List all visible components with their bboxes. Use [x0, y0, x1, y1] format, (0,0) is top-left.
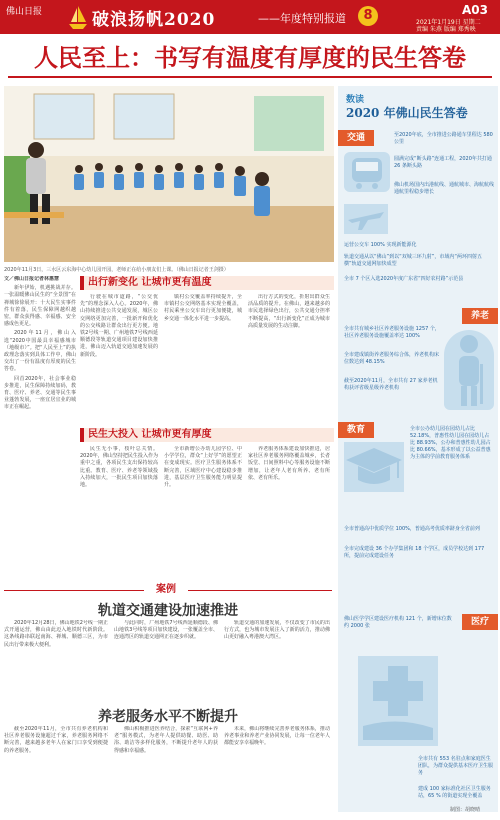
classroom-photo [4, 86, 334, 262]
newspaper-logo: 佛山日报 [6, 7, 43, 17]
section-tag-elderly: 养老 [462, 308, 498, 324]
intro-paragraph: 2020年11月，佛山入选“2020中国最具幸福感城市（地级市）”。把“人民至上”的执政理念落实到具体工作中，佛山交出了一份有温度有厚度的民生答卷。 [4, 330, 76, 373]
special-report-title: 破浪扬帆2020 [92, 10, 216, 30]
transport-stat: 运营公交车 100% 实现新能源化 [344, 242, 417, 248]
panel-title: 2020 年佛山民生答卷 [346, 106, 468, 120]
main-headline: 人民至上：书写有温度有厚度的民生答卷 [34, 44, 466, 72]
medical-stat: 佛山医学学区建设医疗机构 121 个，新增床位数约 2000 张 [344, 616, 452, 629]
case-title: 养老服务水平不断提升 [98, 709, 238, 725]
transport-stat: 轨道交通从以“佛山”到以“双城三环九射”，市域内“两环四射五横”轨道交通网加快成型 [344, 254, 482, 267]
headline-divider [8, 76, 492, 78]
date-line [416, 19, 496, 33]
editor-credit: 责编 朱燕 版编 郑秀映 [416, 26, 476, 33]
section-heading: 民生大投入 让城市更有厚度 [80, 428, 334, 442]
issue-date: 2021年1月19日 星期二 [416, 19, 481, 26]
section-tag-transport: 交通 [338, 130, 374, 146]
section-column [164, 446, 242, 578]
case-tag: 案例 [144, 584, 188, 596]
medical-cross-hand-icon [358, 656, 438, 746]
transport-stat: 全市 7 个区入选2020年度广东省“四好农村路”示范县 [344, 276, 464, 282]
paragraph: 行驶在城市道路，“公交优先”的理念深入人心。2020年，佛山持续推进公共交通发展，城区公交网络更加完善，一批新开和优化的公交线路让群众出行更方便。地铁2号线一期、广州地铁7号线西延顺德段等轨道交通项目建设加快推进，佛山迈入轨道交通加速发展的新阶段。 [80, 294, 158, 358]
elderly-stat: 全市共有城乡社区养老服务设施 1257 个，社区养老服务设施覆盖率达 100% [344, 326, 440, 339]
data-infographic-panel [338, 86, 498, 812]
paragraph: 全市新增公办幼儿园学位、中小学学位，群众“上好学”的愿望正在变成现实。医疗卫生服务体系不断完善，区域医疗中心建设稳步推进，基层医疗卫生服务能力明显提升。 [164, 446, 242, 489]
section-column [164, 294, 242, 424]
case-column [114, 620, 218, 702]
sail-boat-icon [68, 4, 88, 30]
train-icon [344, 152, 390, 192]
paragraph: 与此同时，广州地铁7号线西延顺德段、佛山地铁3号线等项目加快建设，一张覆盖全市、连通湾区的轨道交通网正在逐步织就。 [114, 620, 218, 641]
case-band [4, 584, 332, 596]
case-column [224, 620, 330, 702]
transport-stat: 佛山机场国内出港航线、通航城市、海航航线通航里程稳步增长 [394, 182, 495, 195]
panel-label: 数读 [346, 95, 365, 105]
airplane-icon [344, 204, 388, 234]
special-report-subtitle: ——年度特别报道 [258, 12, 346, 25]
page-banner [0, 0, 500, 34]
paragraph: 2020年12月28日，佛山地铁2号线一期正式开通运营，佛山由此迈入地铁时代新阶段。这条线路串联起南海、禅城、顺德三区，为市民出行带来极大便利。 [4, 620, 108, 648]
intro-paragraph: 回首2020年，社会事业稳步推进，民生保障持续加码，教育、医疗、养老、交通等民生事业蓬勃发展，一座宜居宜业的城市正在崛起。 [4, 375, 76, 411]
intro-column [4, 276, 76, 576]
section-column [80, 294, 158, 424]
page-number: A03 [462, 3, 488, 17]
section-heading: 出行新变化 让城市更有温度 [80, 276, 334, 290]
graduation-cap-icon [344, 442, 404, 492]
transport-stat: 至2020年底，全市推进公路通车里程达 580 公里 [394, 132, 493, 145]
elderly-stat: 截至2020年11月，全市共有 27 家养老机构获评省级星级养老机构 [344, 378, 438, 391]
paragraph: 未来，佛山将继续完善养老服务体系，推动养老事业和养老产业协同发展，让每一位老年人都能安享幸福晚年。 [224, 726, 330, 747]
elderly-stat: 全市建成镇街养老服务综合体，养老机构床位数达到 48.15% [344, 352, 440, 365]
graphic-credit: 制图：胡晓晴 [450, 807, 481, 813]
education-stat: 全市完成建设 36 个办学集团和 18 个学区，成员学校达到 177 所，提前完成建设任务 [344, 546, 485, 559]
case-column [114, 726, 218, 814]
case-column [4, 620, 108, 702]
byline: 文／佛山日报记者林惠慧 [4, 276, 60, 282]
education-stat: 全市公办幼儿园在园幼儿占比 52.18%，普惠性幼儿园在园幼儿占比 88.93%，公办和普惠性幼儿园占比 80.66%，基本形成了以公益普惠为主体的学前教育服务体系 [410, 426, 491, 460]
section-tag-medical: 医疗 [462, 614, 498, 630]
transport-stat: 圆满完成“断头路”连通工程，2020年共打通 26 条断头路 [394, 156, 492, 169]
medical-stat: 建成 100 家标准化社区卫生服务站，65 % 的街道实现全覆盖 [418, 786, 491, 799]
section-column [248, 446, 330, 578]
photo-caption: 2020年11月3日，三水区云东海中心幼儿园开园，老师正在给小朋友们上课。（佛山日报记者王剑摄） [4, 267, 229, 273]
section-tag-education: 教育 [338, 422, 374, 438]
medical-stat: 全市共有 553 名驻点和家庭医生团队，为群众提供基本医疗卫生服务 [418, 756, 494, 776]
case-column [224, 726, 330, 814]
intro-paragraph: 新年伊始，机遇挑战并存。一张温暖佛山民生的“全景图”在禅城徐徐展开：十大民生实事件件有着落，民生保障网越织越密，群众获得感、幸福感、安全感成色更足。 [4, 285, 76, 328]
paragraph: 出行方式的变化，折射出群众生活品质的提升。在佛山，越来越多的市民选择绿色出行，公共交通分担率不断提高，“出行新变化”正成为城市高质量发展的生动注脚。 [248, 294, 330, 329]
case-title: 轨道交通建设加速推进 [98, 603, 238, 619]
section-column [248, 294, 330, 424]
paragraph: 民生无小事，枝叶总关情。2020年，佛山坚持把民生投入作为重中之重，各项民生支出保持较高比重。教育、医疗、养老等领域投入持续加大，一批民生项目加快落地。 [80, 446, 158, 489]
paragraph: 养老服务体系建设加快推进，居家社区养老服务网络覆盖城乡，长者饭堂、日间照料中心等服务设施不断增加，让老年人老有所养、老有所依、老有所乐。 [248, 446, 330, 481]
paragraph: 佛山积极推进医养结合，探索“互联网+养老”服务模式，为老年人提供助餐、助医、助浴、助洁等多样化服务，不断提升老年人的获得感和幸福感。 [114, 726, 218, 754]
education-stat: 全市普通高中优质学位 100%，普通高考优质率跻身全省前列 [344, 526, 480, 532]
elderly-person-icon [444, 330, 494, 410]
paragraph: 截至2020年11月，全市共有养老机构和社区养老服务设施超过千家，养老服务网络不断完善，越来越多老年人在家门口享受到便捷的养老服务。 [4, 726, 108, 754]
paragraph: 镇村公交覆盖率持续提升，全市镇村公交网络基本实现全覆盖，村民乘坐公交车出行更加便捷，城乡交通一体化水平进一步提高。 [164, 294, 242, 322]
paragraph: 轨道交通的加速发展，不仅改变了市民的出行方式，也为城市发展注入了新的活力，推动佛山更好融入粤港澳大湾区。 [224, 620, 330, 641]
case-column [4, 726, 108, 814]
section-column [80, 446, 158, 578]
issue-number-badge: 8 [358, 6, 378, 26]
